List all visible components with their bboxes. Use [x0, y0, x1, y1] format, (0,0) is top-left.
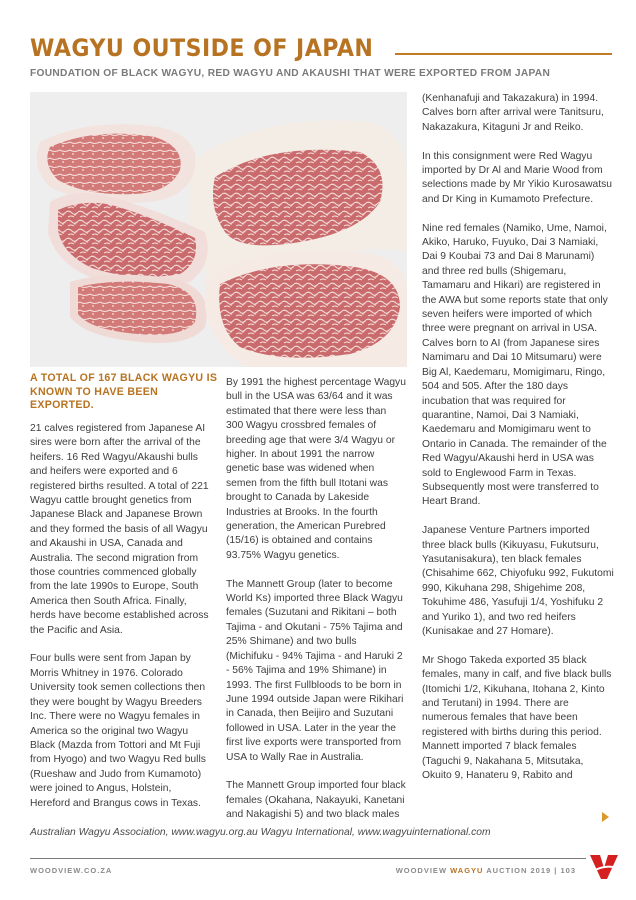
publication-name: WOODVIEW [395, 866, 451, 875]
paragraph: Mr Shogo Takeda exported 35 black females, many in calf, and five black bulls (Itomichi 1/2, Kikuhana, Itohana 2, Kinto and Terutani) in 1994. There are numerous females that have been registered with births during this period. Mannett imported 7 black females (Taguchi 9, Nakahana 5, Mitsutaka, Okuito 9, Hanateru 9, Rabito and [422, 654, 612, 782]
paragraph: In this consignment were Red Wagyu imported by Dr Al and Marie Wood from selections made by Mr Yikio Kurosawatsu and Dr King in Kumamoto Prefecture. [422, 150, 613, 205]
photo-caption: A TOTAL OF 167 BLACK WAGYU IS KNOWN TO HAVE BEEN EXPORTED. [30, 372, 218, 411]
title-rule [395, 53, 612, 55]
paragraph: By 1991 the highest percentage Wagyu bull in the USA was 63/64 and it was estimated that there were less than 300 Wagyu crossbred females of breeding age that were 3/4 Wagyu or higher. In about 1991 the narrow genetic base was widened when semen from the fifth bull Itotani was brought to Canada by Lakeside Industries at Brooks. In the fourth generation, the American Purebred (15/16) is obtained and contains 93.75% Wagyu genetics. [226, 377, 406, 561]
footer-divider [30, 858, 586, 859]
paragraph: The Mannett Group (later to become World Ks) imported three Black Wagyu females (Suzutani and Rikitani – both Tajima - and Okutani - 75% Tajima and 25% Shimane) and two bulls (Michifuku - 94% Tajima - and Haruki 2 - 56% Tajima and 19% Shimane) in 1993. The first Fullbloods to be born in June 1994 outside Japan were Rikihari in Canada, then Beijiro and Suzutani followed in USA. Later in the year the first live exports were transported from USA to Wally Rae in Australia. [226, 578, 404, 763]
publication-suffix: AUCTION 2019 [483, 866, 552, 875]
paragraph: 21 calves registered from Japanese AI sires were born after the arrival of the heifers. 16 Red Wagyu/Akaushi bulls and heifers were exported and 6 registered births resulted. A total of 221 Wagyu cattle brought genetics from Japanese Black and Japanese Brown and they formed the basis of all Wagyu and Akaushi in USA, Canada and Australia. The second migration from those countries commenced globally from the late 1990s to Europe, South America then South Africa. Finally, herds have become established across the Pacific and Asia. [30, 423, 209, 636]
publication-accent: WAGYU [450, 866, 484, 875]
page-number: 103 [560, 866, 576, 875]
paragraph: Nine red females (Namiko, Ume, Namoi, Akiko, Haruko, Fuyuko, Dai 3 Namiaki, Dai 9 Koubai 73 and Dai 8 Marunami) and three red bulls (Shigemaru, Tamamaru and Hikari) are registered in the AWA but some reports state that only seven heifers were imported of which three were pregnant on arrival in USA. Calves born to AI (from Japanese sires Namimaru and Dai 10 Mitsumaru) were Big Al, Kaedemaru, Momigimaru, Ringo, 504 and 505. After the 180 days incubation that was required for quarantine, Namoi, Dai 3 Namiaki, Kaedemaru and Momigimaru went to Ontario in Canada. The remainder of the Red Wagyu/Akaushi herd in USA was sold to Englewood Farm in Texas. Subsequently most were transferred to Heart Brand. [422, 222, 608, 508]
page-subtitle: FOUNDATION OF BLACK WAGYU, RED WAGYU AND AKAUSHI THAT WERE EXPORTED FROM JAPAN [30, 68, 551, 79]
paragraph: Four bulls were sent from Japan by Morris Whitney in 1976. Colorado University took semen collections then they were bought by Wagyu Breeders Inc. There were no Wagyu females in America so the original two Wagyu Black (Mazda from Tottori and Mt Fuji from Hyogo) and two Wagyu Red bulls (Rueshaw and Judo from Kumamoto) were joined to Angus, Holstein, Hereford and Brangus cows in Texas. [30, 653, 206, 809]
footer-separator: | [554, 866, 561, 875]
text-column-2 [226, 376, 406, 837]
paragraph: (Kenhanafuji and Takazakura) in 1994. Calves born after arrival were Tanitsuru, Nakazakura, Kitaguni Jr and Reiko. [422, 93, 604, 133]
wagyu-beef-photo [30, 92, 407, 367]
source-credit: Australian Wagyu Association, www.wagyu.org.au Wagyu International, www.wagyuinternational.com [30, 827, 491, 838]
paragraph: The Mannett Group imported four black females (Okahana, Nakayuki, Kanetani and Nakagishi 5) and two black males [226, 780, 406, 821]
page-title: WAGYU OUTSIDE OF JAPAN [30, 34, 374, 62]
footer-publication [396, 866, 576, 875]
title-row [30, 26, 612, 60]
footer-website: WOODVIEW.CO.ZA [30, 866, 113, 875]
text-column-1 [30, 422, 210, 825]
woodview-logo-icon [588, 852, 620, 882]
marbled-beef-illustration [30, 92, 407, 367]
text-column-3 [422, 92, 614, 798]
arrow-right-icon[interactable] [602, 812, 609, 822]
paragraph: Japanese Venture Partners imported three black bulls (Kikuyasu, Fukutsuru, Yasutanisakura), ten black females (Chisahime 662, Chiyofuku 992, Fukutomi 990, Kikuhana 298, Shigehime 208, Tokuhime 486, Yasufuji 1/4, Yoshifuku 2 and Yuriko 1), and two red heifers (Kunisakae and 27 Homare). [422, 525, 614, 637]
